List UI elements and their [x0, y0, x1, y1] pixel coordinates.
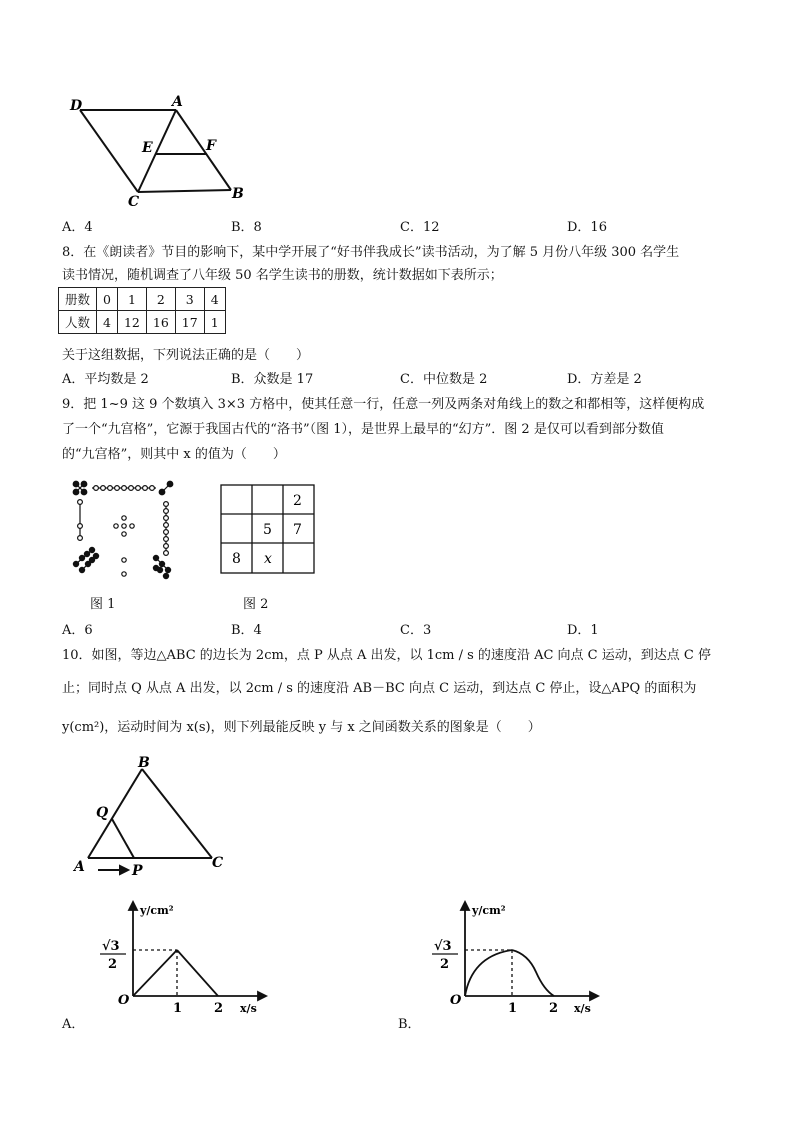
q8-text-line-1: 8．在《朗读者》节目的影响下，某中学开展了“好书伴我成长”读书活动，为了解 5 月份八年级 300 名学生 [62, 245, 680, 260]
graph-option-a [100, 900, 280, 1020]
table-row [59, 288, 226, 311]
origin-label: O [118, 993, 130, 1008]
magic-square-grid [220, 484, 320, 576]
grid-cell-r1c3: 2 [293, 493, 302, 509]
table-cell: 12 [117, 311, 146, 334]
origin-label: O [450, 993, 462, 1008]
table-row-header: 人数 [59, 311, 97, 334]
x-tick-1: 1 [173, 1001, 183, 1016]
q10-option-b: B． [398, 1017, 421, 1032]
table-cell: 16 [146, 311, 175, 334]
q9-option-a: A．6 [62, 623, 93, 638]
label-q: Q [96, 805, 109, 821]
label-c: C [128, 194, 140, 210]
q8-option-b: B．众数是 17 [231, 372, 314, 387]
q10-text-line-1: 10．如图，等边△ABC 的边长为 2cm，点 P 从点 A 出发，以 1cm / s 的速度沿 AC 向点 C 运动，到达点 C 停 [62, 648, 711, 663]
q8-data-table [58, 287, 226, 334]
q9-option-d: D．1 [567, 623, 599, 638]
grid-cell-r2c3: 7 [293, 522, 302, 538]
q9-option-c: C．3 [400, 623, 432, 638]
x-tick-2: 2 [214, 1001, 224, 1016]
q9-text-line-1: 9．把 1~9 这 9 个数填入 3×3 方格中，使其任意一行，任意一列及两条对角线上的数之和都相等，这样便构成 [62, 397, 705, 412]
y-tick-numerator: √3 [434, 939, 452, 954]
table-row-header: 册数 [59, 288, 97, 311]
y-axis-label: y/cm² [140, 904, 174, 917]
q10-text-line-3: y(cm²)，运动时间为 x(s)，则下列最能反映 y 与 x 之间函数关系的图象是（ ） [62, 720, 541, 735]
grid-cell-r3c1: 8 [232, 551, 241, 567]
table-cell: 0 [97, 288, 118, 311]
fig2-caption: 图 2 [243, 597, 269, 612]
grid-cell-r2c2: 5 [263, 522, 272, 538]
label-c: C [212, 855, 224, 871]
graph-option-b [432, 900, 612, 1020]
label-a: A [74, 859, 85, 875]
table-cell: 1 [204, 311, 225, 334]
q7-option-b: B．8 [231, 220, 262, 235]
q7-parallelogram-figure [66, 94, 266, 210]
label-p: P [132, 863, 143, 879]
q10-text-line-2: 止；同时点 Q 从点 A 出发，以 2cm / s 的速度沿 AB－BC 向点 C 运动，到达点 C 停止，设△APQ 的面积为 [62, 681, 697, 696]
q10-triangle-figure [74, 757, 234, 882]
grid-cell-r3c2-x: x [264, 551, 272, 567]
table-cell: 4 [204, 288, 225, 311]
q10-option-a: A． [62, 1017, 85, 1032]
q8-option-a: A．平均数是 2 [62, 372, 149, 387]
y-axis-label: y/cm² [472, 904, 506, 917]
x-axis-label: x/s [574, 1002, 591, 1015]
q7-option-d: D．16 [567, 220, 607, 235]
q8-option-c: C．中位数是 2 [400, 372, 488, 387]
q8-text-line-2: 读书情况，随机调查了八年级 50 名学生读书的册数，统计数据如下表所示； [62, 268, 503, 283]
label-b: B [232, 186, 244, 202]
q7-option-c: C．12 [400, 220, 440, 235]
table-cell: 2 [146, 288, 175, 311]
label-d: D [70, 98, 83, 114]
label-a: A [172, 94, 183, 110]
y-tick-numerator: √3 [102, 939, 120, 954]
q8-question: 关于这组数据，下列说法正确的是（ ） [62, 348, 310, 363]
x-axis-label: x/s [240, 1002, 257, 1015]
luoshu-figure [70, 478, 180, 578]
q9-text-line-3: 的“九宫格”，则其中 x 的值为（ ） [62, 447, 286, 462]
table-cell: 3 [175, 288, 204, 311]
label-e: E [142, 140, 153, 156]
x-tick-1: 1 [508, 1001, 518, 1016]
table-cell: 1 [117, 288, 146, 311]
y-tick-denominator: 2 [440, 957, 450, 972]
table-cell: 17 [175, 311, 204, 334]
y-tick-denominator: 2 [108, 957, 118, 972]
fig1-caption: 图 1 [90, 597, 116, 612]
label-f: F [206, 138, 216, 154]
q9-text-line-2: 了一个“九宫格”，它源于我国古代的“洛书”（图 1），是世界上最早的“幻方”．图 2 是仅可以看到部分数值 [62, 422, 664, 437]
table-row [59, 311, 226, 334]
q9-option-b: B．4 [231, 623, 262, 638]
table-cell: 4 [97, 311, 118, 334]
q7-option-a: A．4 [62, 220, 93, 235]
x-tick-2: 2 [549, 1001, 559, 1016]
q8-option-d: D．方差是 2 [567, 372, 642, 387]
label-b: B [138, 755, 150, 771]
